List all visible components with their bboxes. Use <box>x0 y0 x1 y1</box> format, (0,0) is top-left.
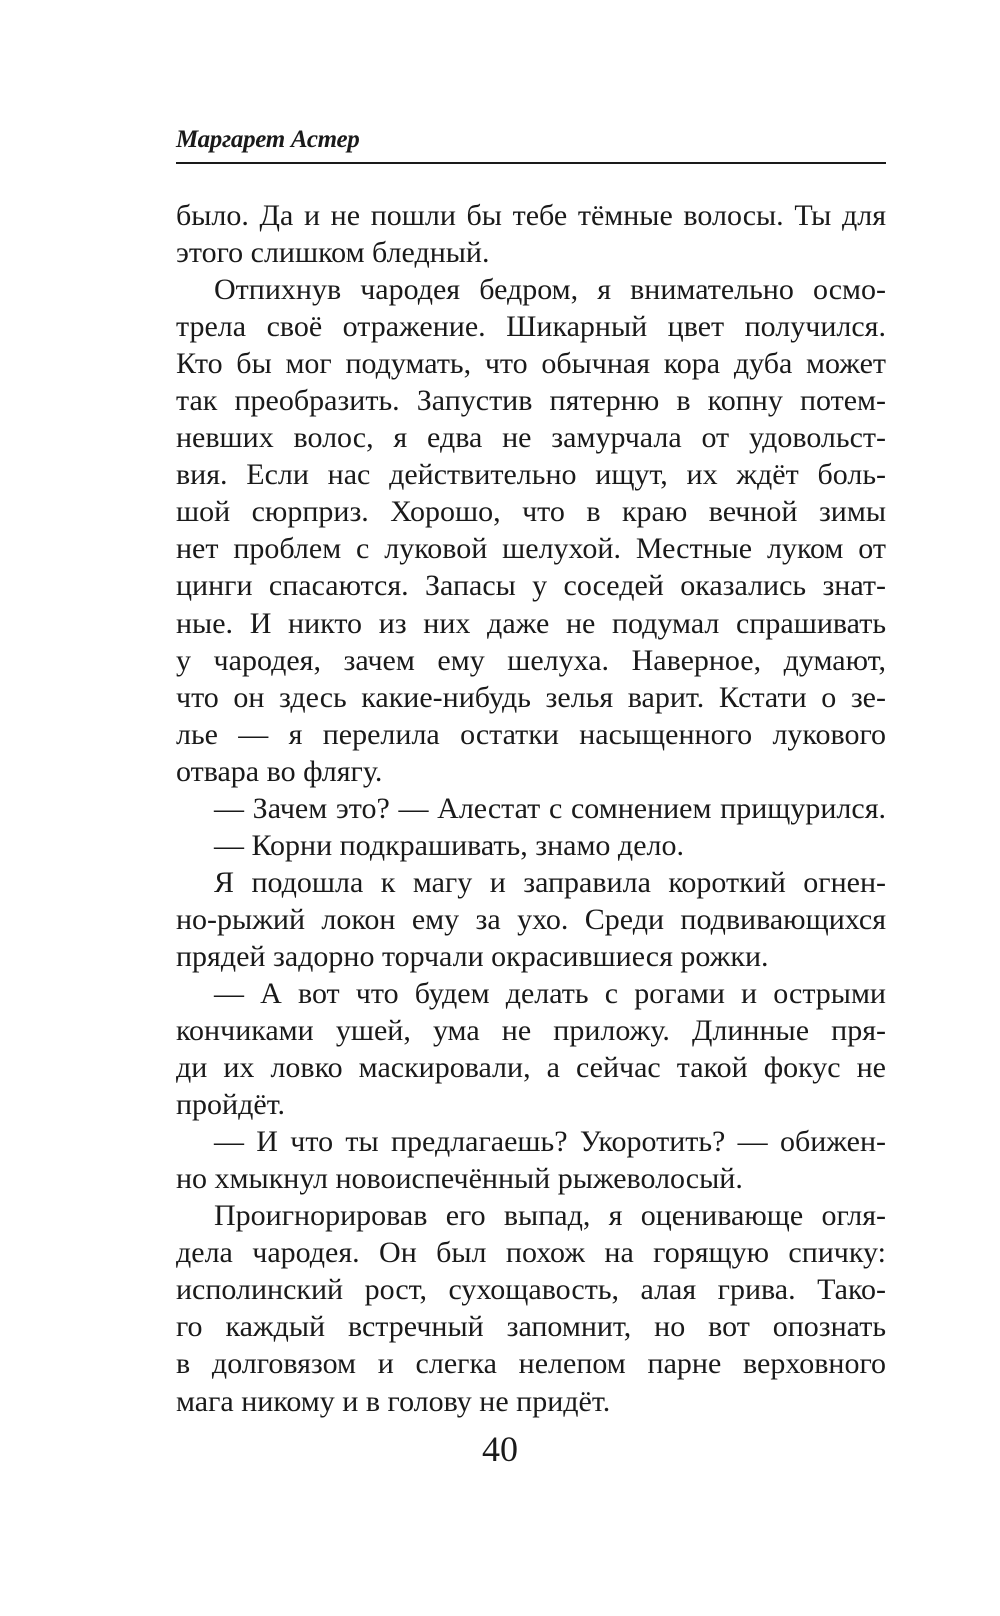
text-line: лье — я перелила остатки насыщенного лукового <box>176 717 886 751</box>
text-line: цинги спасаются. Запасы у соседей оказались знат- <box>176 569 886 603</box>
text-line: трела своё отражение. Шикарный цвет получился. <box>176 310 886 344</box>
text-line: Я подошла к магу и заправила короткий огнен- <box>214 865 886 899</box>
text-line: в долговязом и слегка нелепом парне верховного <box>176 1347 886 1381</box>
text-line: ди их ловко маскировали, а сейчас такой фокус не <box>176 1051 886 1085</box>
text-line: — А вот что будем делать с рогами и острыми <box>214 976 886 1010</box>
text-line: дела чародея. Он был похож на горящую спичку: <box>176 1236 886 1270</box>
author-name: Маргарет Астер <box>176 126 360 153</box>
text-line: исполинский рост, сухощавость, алая грива. Тако- <box>176 1273 886 1307</box>
text-line: отвара во флягу. <box>176 754 383 788</box>
text-line: Кто бы мог подумать, что обычная кора дуба может <box>176 347 886 381</box>
text-line: вия. Если нас действительно ищут, их ждёт боль- <box>176 458 886 492</box>
text-line: — Корни подкрашивать, знамо дело. <box>214 828 684 862</box>
text-line: Отпихнув чародея бедром, я внимательно осмо- <box>214 273 886 307</box>
text-line: шой сюрприз. Хорошо, что в краю вечной зимы <box>176 495 886 529</box>
page-number: 40 <box>482 1429 518 1469</box>
text-line: Проигнорировав его выпад, я оценивающе огля- <box>214 1199 886 1233</box>
body-text <box>176 197 886 1420</box>
text-line: этого слишком бледный. <box>176 236 490 270</box>
text-line: — Зачем это? — Алестат с сомнением прищурился. <box>214 791 886 825</box>
text-line: но-рыжий локон ему за ухо. Среди подвивающихся <box>176 902 886 936</box>
text-line: было. Да и не пошли бы тебе тёмные волосы. Ты для <box>176 199 886 232</box>
text-line: — И что ты предлагаешь? Укоротить? — обижен- <box>214 1125 886 1159</box>
running-header <box>176 120 886 164</box>
text-line: кончиками ушей, ума не приложу. Длинные пря- <box>176 1014 886 1048</box>
text-line: у чародея, зачем ему шелуха. Наверное, думают, <box>176 643 886 677</box>
text-line: пройдёт. <box>176 1088 286 1122</box>
text-line: прядей задорно торчали окрасившиеся рожки. <box>176 939 769 973</box>
text-line: го каждый встречный запомнит, но вот опознать <box>176 1310 886 1344</box>
text-line: невших волос, я едва не замурчала от удовольст- <box>176 421 886 455</box>
text-line: так преобразить. Запустив пятерню в копну потем- <box>176 384 886 418</box>
text-line: мага никому и в голову не придёт. <box>176 1384 611 1418</box>
text-line: ные. И никто из них даже не подумал спрашивать <box>176 606 886 640</box>
text-line: но хмыкнул новоиспечённый рыжеволосый. <box>176 1162 743 1196</box>
text-line: что он здесь какие-нибудь зелья варит. Кстати о зе- <box>176 680 886 714</box>
text-line: нет проблем с луковой шелухой. Местные луком от <box>176 532 886 566</box>
